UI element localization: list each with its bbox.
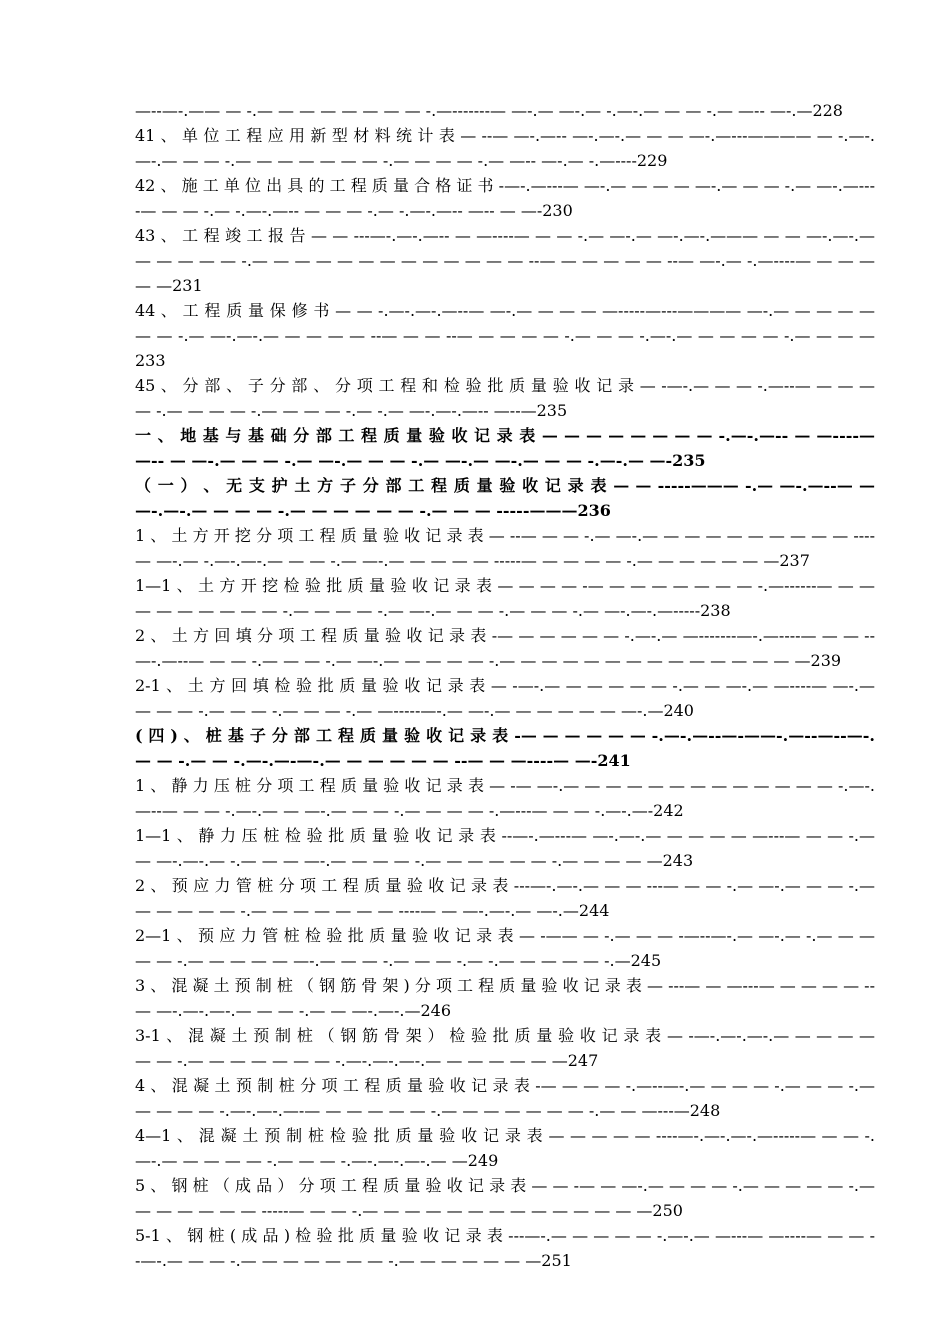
toc-entry-4-1-precast-pile-batch: 4—1 、 混 凝 土 预 制 桩 检 验 批 质 量 验 收 记 录 表 — — — — — ----—-.—-.—-.—-----— — — -.—-.— — — — — -.— — — -.—-.—-.—-.— —249 [135, 1126, 875, 1170]
toc-entry-41: 41 、 单 位 工 程 应 用 新 型 材 料 统 计 表 — --— —-.—-- —-.—-.— — — —-.—---———— — -.—-.—-.— — — -.— — — — — — — -.— — — — -.— —-- —-.— -.—----229 [135, 126, 875, 170]
toc-entry-2-backfill: 2 、 土 方 回 填 分 项 工 程 质 量 验 收 记 录 表 -— — — — — — -.—-.— —-------—-.—----— — — --—-.—--— — — -.— — — -.— —-.— — — — — -.— — — — — — — — — — — — — — —239 [135, 626, 875, 670]
toc-subsection-earthwork: （ 一 ） 、 无 支 护 土 方 子 分 部 工 程 质 量 验 收 记 录 表 — — -----——— -.— —-.—--— — —-.—-.— — — — -.— — — — — — -.— — — -----———236 [135, 476, 875, 520]
toc-entry-43: 43 、 工 程 竣 工 报 告 — — ---—-.—-.—-- — —----— — — -.— —-.— —-.—-.——— — — —-.—-.— — — — — — -.— — — — — — — — — — — — — --— — — — — — --— —-.— -.—----— — — — — —231 [135, 226, 875, 295]
toc-section-foundation: 一 、 地 基 与 基 础 分 部 工 程 质 量 验 收 记 录 表 — — — — — — — — -.—-.—-- — —----— —-- — —-.— — — -.— —-.— — — -.— —-.— —-.— — — -.—-.— —-235 [135, 426, 875, 470]
toc-entry-42: 42 、 施 工 单 位 出 具 的 工 程 质 量 合 格 证 书 -—-.—---— —-.— — — — —-.— — — -.— —-.—----— — — -.— -.—-.—-- — — — -.— -.—-.—-- —-- — —-230 [135, 176, 875, 220]
toc-entry-continuation-228: —--—-.—— — -.— — — — — — — — -.—-------— —-.— —-.— -.—-.— — — -.— —-- —-.—228 [135, 101, 843, 120]
toc-subsection-pile-foundation: ( 四 ) 、 桩 基 子 分 部 工 程 质 量 验 收 记 录 表 -— — — — — — -.—-.—--—-——-.—--—--—-.— — -.— — -.—-.—-—-.— — — — — — --— — —----— —-241 [135, 726, 875, 770]
toc-entry-5-1-steel-pile-batch: 5-1 、 钢 桩 ( 成 品 ) 检 验 批 质 量 验 收 记 录 表 ---—-.— — — — — -.—-.— —---— —----— — — --—-.— — — -.— — — — — — — -.— — — — — — —251 [135, 1226, 875, 1270]
toc-entry-2-1-backfill-batch: 2-1 、 土 方 回 填 检 验 批 质 量 验 收 记 录 表 — -—-.— — — — — — -.— — —-.— —----— —-.— — — — -.— — — -.— — — -.— —-----—-.— —-.— — — — — — —-.—240 [135, 676, 875, 720]
toc-entry-2-1-prestressed-pile-batch: 2—1 、 预 应 力 管 桩 检 验 批 质 量 验 收 记 录 表 — -—— — -.— — — -—--—-.— —-.— -.— — — — — -.— — — — — —-.— — — -.— — — -.— -.— — — — — -.—245 [135, 926, 875, 970]
toc-entry-44: 44 、 工 程 质 量 保 修 书 — — -.—-.—-.—--— —-.— — — — —-----—---———— —-.— — — — — — — -.— —-.—-.— — — — — --— — — --— — — — — -.— — — -.—-.— — — — — -.— — — — 233 [135, 301, 875, 370]
toc-entry-3-1-precast-pile-rebar-batch: 3-1 、 混 凝 土 预 制 桩 （ 钢 筋 骨 架 ） 检 验 批 质 量 验 收 记 录 表 — -—-.—-.—-.— — — — — — — -.— — — — — — — -.—-.—-.—-.— — — — — — —247 [135, 1026, 875, 1070]
toc-entry-3-precast-pile-rebar: 3 、 混 凝 土 预 制 桩 （ 钢 筋 骨 架 ) 分 项 工 程 质 量 验 收 记 录 表 — ---— — —---— — — — — --— —-.—-.—-.— — — -.— — —-.—-.—246 [135, 976, 875, 1020]
toc-entry-45: 45 、 分 部 、 子 分 部 、 分 项 工 程 和 检 验 批 质 量 验 收 记 录 — -—-.— — — -.—--— — — — — -.— — — — -.— — — — -.— -.— —-.—-.—-- —--—235 [135, 376, 875, 420]
toc-entry-1-1-static-pile-batch: 1—1 、 静 力 压 桩 检 验 批 质 量 验 收 记 录 表 --—-.—---— —-.—-.— — — — — —---— — — -.— — —-.—-.— -.— — — —-.— — — — -.— — — — — — -.— — — — —243 [135, 826, 875, 870]
toc-entry-4-precast-pile: 4 、 混 凝 土 预 制 桩 分 项 工 程 质 量 验 收 记 录 表 -— — — — -.—--—-.— — — — -.— — — -.— — — — — -.—-.—-.—-— — — — — — -.— — — — — — — -.— — —---—248 [135, 1076, 875, 1120]
toc-entry-1-excavation: 1 、 土 方 开 挖 分 项 工 程 质 量 验 收 记 录 表 — --— — — -.— —-.— — — — — — — — — — ----— —-.— -.—-.—-.— — — -.— —-.— — — — — -----— — — — — -.— — — — — — —237 [135, 526, 875, 570]
toc-entry-1-static-pile: 1 、 静 力 压 桩 分 项 工 程 质 量 验 收 记 录 表 — -— —-.— — — — — — — — — — — — — -.—-.—--— — — -.—-.— — —-.— — — -.— — — — -.—---— — — -.—-.—-242 [135, 776, 875, 820]
toc-entry-2-prestressed-pile: 2 、 预 应 力 管 桩 分 项 工 程 质 量 验 收 记 录 表 ---—-.—-.— — — ---— — — -.— —-.— — — -.— — — — — — -.— — — — — — — ----— — —-.—-.— —-.—244 [135, 876, 875, 920]
toc-entry-1-1-excavation-batch: 1—1 、 土 方 开 挖 检 验 批 质 量 验 收 记 录 表 — — — — -— — — — — — — — -.—------— — — — — — — — — — -.— — — — -.— —-.— — — -.— — — -.— —-.—-.—-----238 [135, 576, 875, 620]
toc-entry-5-steel-pile: 5 、 钢 桩 （ 成 品 ） 分 项 工 程 质 量 验 收 记 录 表 — — -— — —-.— — — — -.— — — — — -.— — — — — — — -----— — — -.— — — — — — — — — — — — — —250 [135, 1176, 875, 1220]
